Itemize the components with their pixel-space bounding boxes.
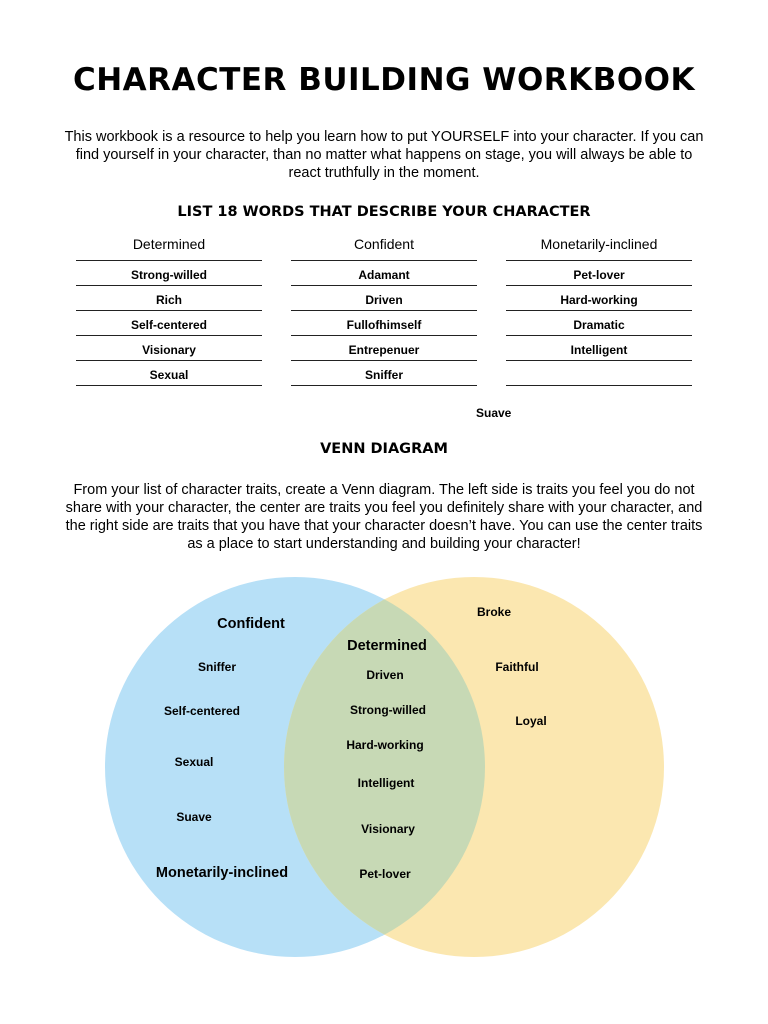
trait-field[interactable]: Driven — [291, 286, 477, 311]
venn-right-word: Loyal — [515, 714, 547, 728]
venn-left-word: Monetarily-inclined — [155, 865, 289, 881]
venn-right-word: Faithful — [495, 660, 539, 674]
venn-svg — [0, 570, 768, 980]
venn-left-word: Self-centered — [163, 704, 241, 718]
column-head[interactable]: Determined — [76, 230, 262, 261]
trait-field[interactable]: Strong-willed — [76, 261, 262, 286]
list-heading: LIST 18 WORDS THAT DESCRIBE YOUR CHARACTER — [177, 204, 591, 220]
intro-paragraph: This workbook is a resource to help you learn how to put YOURSELF into your character. If you can find yourself in your character, than no matter what happens on stage, you will always be able to react truthfully in the moment. — [64, 129, 704, 181]
venn-left-word: Confident — [217, 616, 285, 632]
venn-center-word: Driven — [366, 668, 404, 682]
trait-column-2 — [291, 230, 477, 386]
trait-field[interactable]: Rich — [76, 286, 262, 311]
trait-field[interactable]: Visionary — [76, 336, 262, 361]
venn-instructions: From your list of character traits, create a Venn diagram. The left side is traits you feel you do not share with your character, the center are traits you feel you definitely share with your character, and the right side are traits that you have that your character doesn’t have. You can use the center traits as a place to start understanding and building your character! — [65, 482, 703, 552]
trait-column-3 — [506, 230, 692, 386]
trait-field[interactable]: Fullofhimself — [291, 311, 477, 336]
venn-left-word: Sexual — [174, 755, 214, 769]
column-head[interactable]: Monetarily-inclined — [506, 230, 692, 261]
trait-field[interactable]: Pet-lover — [506, 261, 692, 286]
trait-field[interactable]: Self-centered — [76, 311, 262, 336]
venn-heading: VENN DIAGRAM — [320, 441, 448, 457]
stray-trait-word: Suave — [476, 406, 512, 420]
trait-field[interactable]: Dramatic — [506, 311, 692, 336]
venn-center-word: Visionary — [361, 822, 415, 836]
column-head[interactable]: Confident — [291, 230, 477, 261]
trait-field[interactable]: Intelligent — [506, 336, 692, 361]
venn-diagram — [0, 570, 768, 980]
venn-right-word: Broke — [476, 605, 512, 619]
venn-left-word: Sniffer — [197, 660, 237, 674]
venn-left-word: Suave — [176, 810, 212, 824]
trait-field[interactable] — [506, 361, 692, 386]
venn-center-word: Intelligent — [357, 776, 415, 790]
trait-column-1 — [76, 230, 262, 386]
venn-center-word: Hard-working — [346, 738, 424, 752]
venn-center-word: Strong-willed — [350, 703, 426, 717]
venn-center-word: Pet-lover — [359, 867, 411, 881]
venn-center-word: Determined — [347, 638, 427, 654]
trait-field[interactable]: Hard-working — [506, 286, 692, 311]
trait-field[interactable]: Sniffer — [291, 361, 477, 386]
trait-field[interactable]: Sexual — [76, 361, 262, 386]
page-title: CHARACTER BUILDING WORKBOOK — [72, 62, 696, 98]
trait-field[interactable]: Adamant — [291, 261, 477, 286]
trait-field[interactable]: Entrepenuer — [291, 336, 477, 361]
